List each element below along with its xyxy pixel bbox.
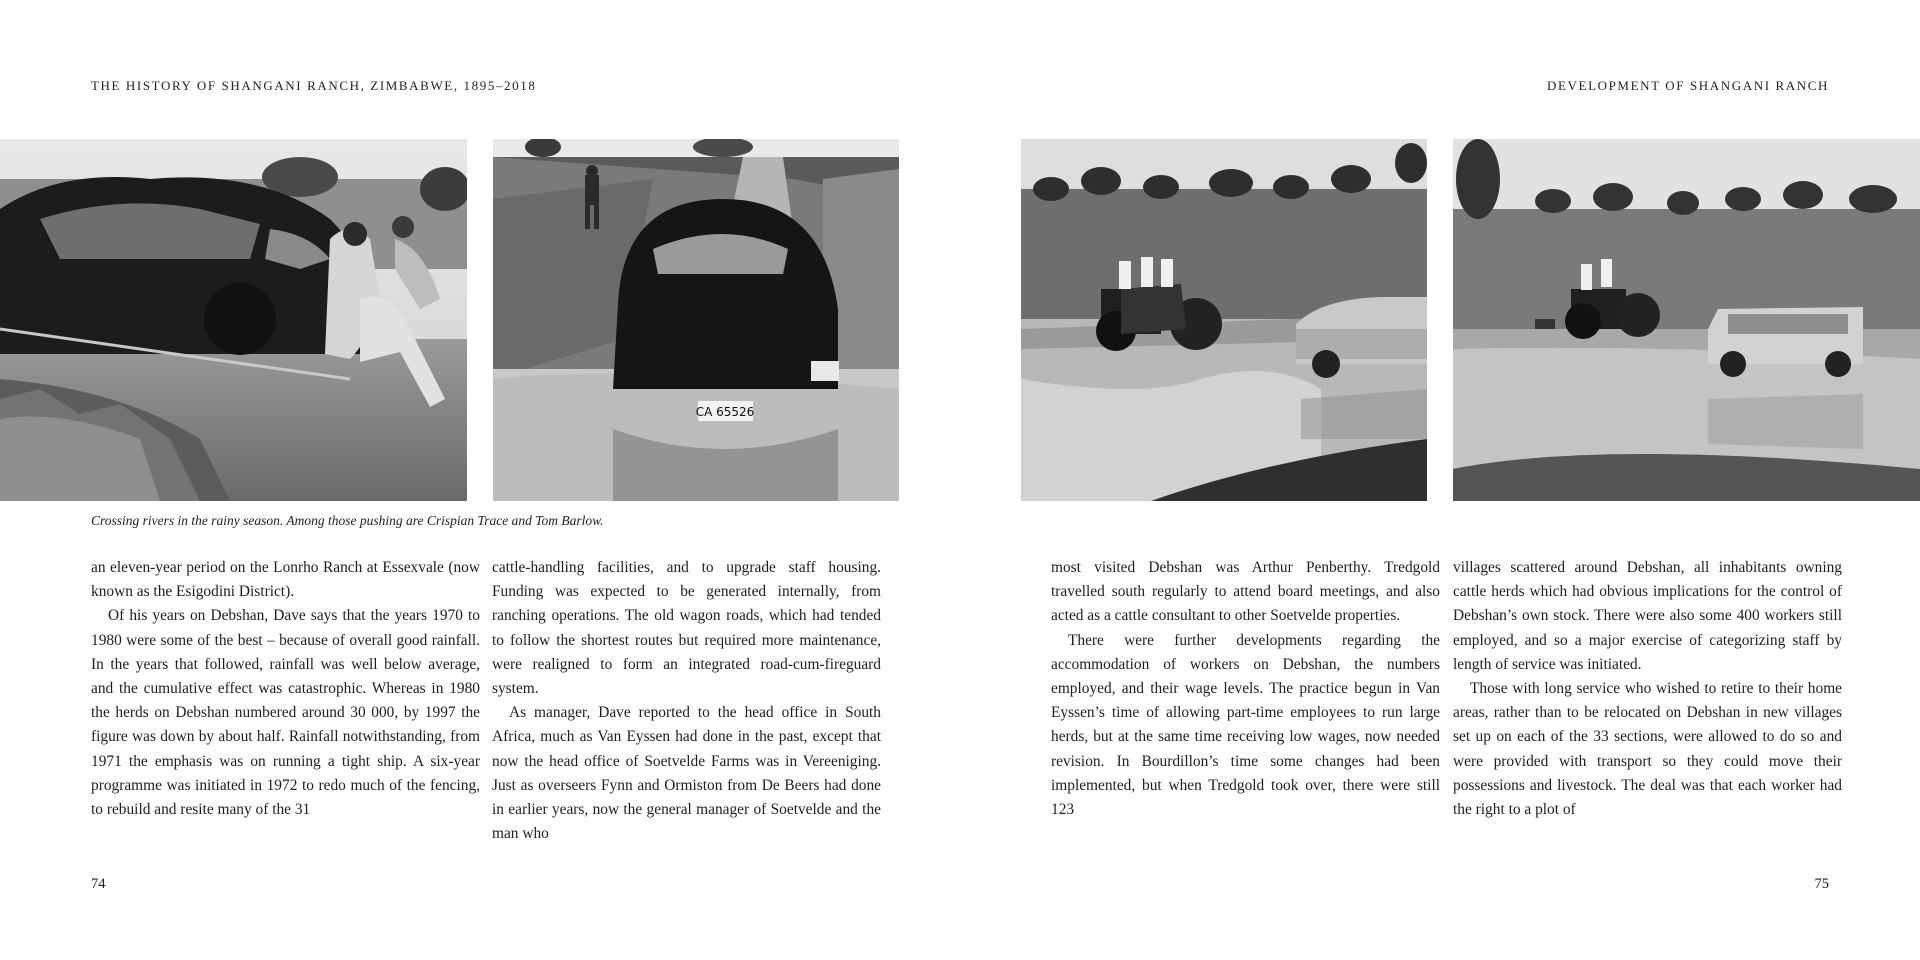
car-in-flooded-road-photo (493, 139, 899, 501)
left-page-column-1 (91, 556, 480, 822)
paragraph: Of his years on Debshan, Dave says that the years 1970 to 1980 were some of the best – because of overall good rainfall. In the years that followed, rainfall was well below average, and the cumulative effect was catastrophic. Whereas in 1980 the herds on Debshan numbered around 30 000, by 1997 the figure was down by about half. Rainfall notwithstanding, from 1971 the emphasis was on running a tight ship. A six-year programme was initiated in 1972 to redo much of the fencing, to rebuild and resite many of the 31 (91, 607, 480, 819)
paragraph: Those with long service who wished to retire to their home areas, rather than to be relocated on Debshan in new villages set up on each of the 33 sections, were allowed to do so and were provided with transport so they could move their possessions and livestock. The deal was that each worker had the right to a plot of (1453, 680, 1842, 819)
paragraph: villages scattered around Debshan, all inhabitants owning cattle herds which had obvious implications for the control of Debshan’s own stock. There were also some 400 workers still employed, and so a major exercise of categorizing staff by length of service was initiated. (1453, 559, 1842, 673)
right-running-head: DEVELOPMENT OF SHANGANI RANCH (1547, 78, 1829, 93)
paragraph: As manager, Dave reported to the head office in South Africa, much as Van Eyssen had done in the past, except that now the head office of Soetvelde Farms was in Vereeniging. Just as overseers Fynn and Ormiston from De Beers had done in earlier years, now the general manager of Soetvelde and the man who (492, 704, 881, 843)
tractor-and-sedan-crossing-river-photo (1021, 139, 1427, 501)
left-page-column-2 (492, 556, 881, 846)
paragraph: cattle-handling facilities, and to upgrade staff housing. Funding was expected to be generated internally, from ranching operations. The old wagon roads, which had tended to follow the shortest routes but required more maintenance, were realigned to form an integrated road-cum-fireguard system. (492, 559, 881, 698)
paragraph: There were further developments regarding the accommodation of workers on Debshan, the numbers employed, and their wage levels. The practice begun in Van Eyssen’s time of allowing part-time employees to run large herds, but at the same time receiving low wages, now needed revision. In Bourdillon’s time some changes had been implemented, but when Tredgold took over, there were still 123 (1051, 631, 1440, 819)
photo-caption: Crossing rivers in the rainy season. Among those pushing are Crispian Trace and Tom Barlow. (91, 513, 604, 528)
car-pushed-through-water-photo (0, 139, 467, 501)
page-number-left: 74 (91, 876, 106, 892)
right-page-column-1 (1051, 556, 1440, 822)
paragraph: most visited Debshan was Arthur Penberthy. Tredgold travelled south regularly to attend board meetings, and also acted as a cattle consultant to other Soetvelde properties. (1051, 559, 1440, 625)
left-running-head: THE HISTORY OF SHANGANI RANCH, ZIMBABWE, 1895–2018 (91, 78, 537, 93)
tractor-and-station-wagon-crossing-river-photo (1453, 139, 1920, 501)
right-page (960, 0, 1920, 960)
right-page-column-2 (1453, 556, 1842, 822)
paragraph: an eleven-year period on the Lonrho Ranch at Essexvale (now known as the Esigodini District). (91, 559, 480, 601)
page-number-right: 75 (1814, 876, 1829, 892)
license-plate: CA 65526 (695, 405, 755, 419)
